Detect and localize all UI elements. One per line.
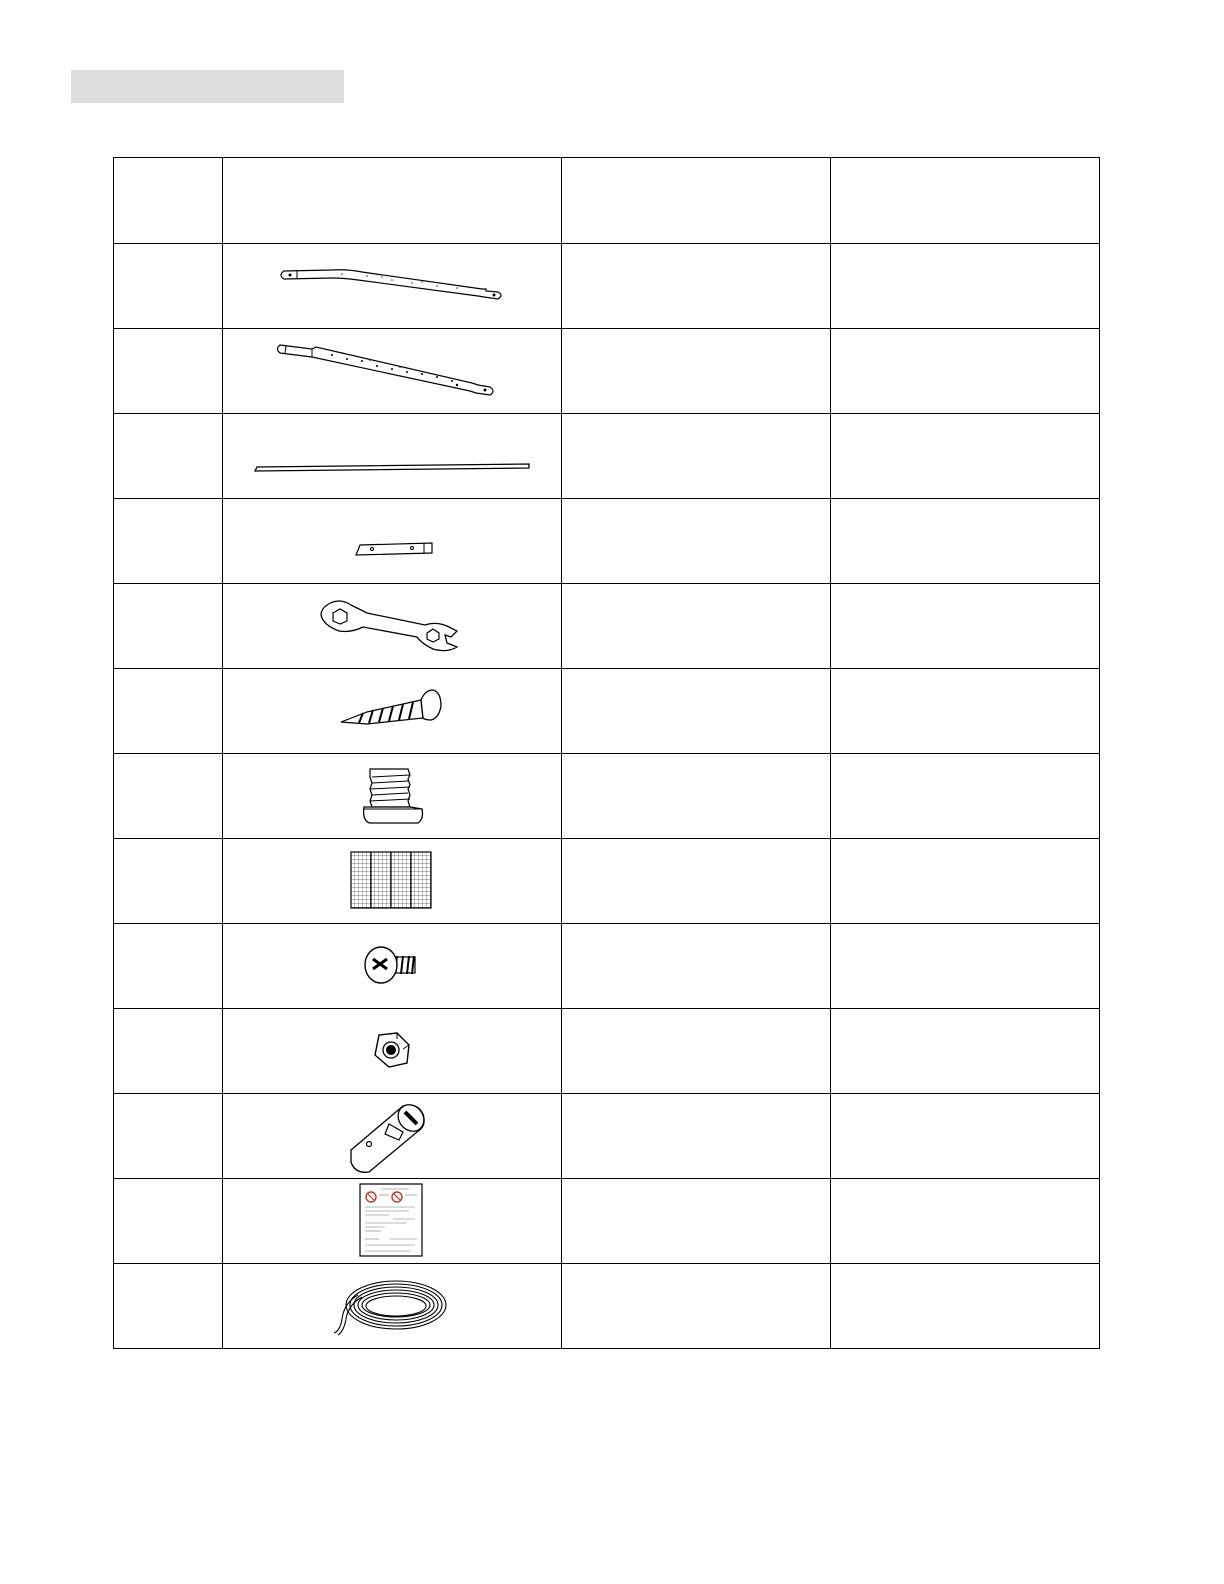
part-no-cell xyxy=(114,329,223,414)
picture-cell xyxy=(223,499,562,584)
hex-nut-icon xyxy=(367,1029,417,1073)
description-cell xyxy=(562,499,831,584)
part-no-cell xyxy=(114,669,223,754)
table-header-row xyxy=(114,158,1100,244)
part-no-cell xyxy=(114,1009,223,1094)
part-no-cell xyxy=(114,414,223,499)
quantity-cell xyxy=(831,1179,1100,1264)
warning-sheet-icon xyxy=(359,1183,425,1259)
part-no-cell xyxy=(114,1264,223,1349)
picture-cell xyxy=(223,669,562,754)
quantity-cell xyxy=(831,414,1100,499)
parts-table xyxy=(113,157,1100,1349)
picture-cell xyxy=(223,414,562,499)
quantity-cell xyxy=(831,839,1100,924)
table-row xyxy=(114,754,1100,839)
quantity-cell xyxy=(831,1264,1100,1349)
picture-cell xyxy=(223,1179,562,1264)
long-rod-icon xyxy=(247,431,537,481)
part-no-cell xyxy=(114,754,223,839)
picture-cell xyxy=(223,839,562,924)
part-no-cell xyxy=(114,499,223,584)
barrel-nut-icon xyxy=(347,1098,437,1174)
perforated-tube-icon xyxy=(272,339,512,403)
quantity-cell xyxy=(831,584,1100,669)
table-row xyxy=(114,669,1100,754)
description-cell xyxy=(562,329,831,414)
quantity-cell xyxy=(831,924,1100,1009)
part-no-cell xyxy=(114,924,223,1009)
description-cell xyxy=(562,244,831,329)
picture-cell xyxy=(223,1094,562,1179)
picture-cell xyxy=(223,754,562,839)
table-row xyxy=(114,329,1100,414)
table-row xyxy=(114,1264,1100,1349)
description-cell xyxy=(562,669,831,754)
table-row xyxy=(114,839,1100,924)
table-row xyxy=(114,924,1100,1009)
picture-cell xyxy=(223,1264,562,1349)
description-cell xyxy=(562,1009,831,1094)
quantity-cell xyxy=(831,1009,1100,1094)
machine-screw-icon xyxy=(357,941,427,991)
picture-cell xyxy=(223,584,562,669)
description-cell xyxy=(562,414,831,499)
heading-bar xyxy=(71,70,344,103)
table-row xyxy=(114,499,1100,584)
quantity-cell xyxy=(831,329,1100,414)
header-picture xyxy=(223,158,562,244)
wire-coil-icon xyxy=(330,1273,454,1339)
part-no-cell xyxy=(114,244,223,329)
description-cell xyxy=(562,1179,831,1264)
picture-cell xyxy=(223,329,562,414)
table-row xyxy=(114,584,1100,669)
table-row xyxy=(114,414,1100,499)
description-cell xyxy=(562,839,831,924)
table-row xyxy=(114,1009,1100,1094)
bent-tube-icon xyxy=(272,261,512,311)
part-no-cell xyxy=(114,584,223,669)
mesh-panel-icon xyxy=(350,851,434,911)
header-quantity xyxy=(831,158,1100,244)
description-cell xyxy=(562,1094,831,1179)
quantity-cell xyxy=(831,669,1100,754)
description-cell xyxy=(562,1264,831,1349)
part-no-cell xyxy=(114,1179,223,1264)
table-row xyxy=(114,1094,1100,1179)
end-cap-icon xyxy=(352,761,432,831)
description-cell xyxy=(562,754,831,839)
description-cell xyxy=(562,924,831,1009)
wood-screw-icon xyxy=(337,686,447,736)
header-description xyxy=(562,158,831,244)
table-row xyxy=(114,244,1100,329)
part-no-cell xyxy=(114,1094,223,1179)
header-part-no xyxy=(114,158,223,244)
picture-cell xyxy=(223,1009,562,1094)
quantity-cell xyxy=(831,499,1100,584)
quantity-cell xyxy=(831,1094,1100,1179)
quantity-cell xyxy=(831,244,1100,329)
table-row xyxy=(114,1179,1100,1264)
picture-cell xyxy=(223,244,562,329)
picture-cell xyxy=(223,924,562,1009)
part-no-cell xyxy=(114,839,223,924)
quantity-cell xyxy=(831,754,1100,839)
description-cell xyxy=(562,584,831,669)
flat-bracket-icon xyxy=(342,527,442,567)
wrench-icon xyxy=(307,591,477,661)
